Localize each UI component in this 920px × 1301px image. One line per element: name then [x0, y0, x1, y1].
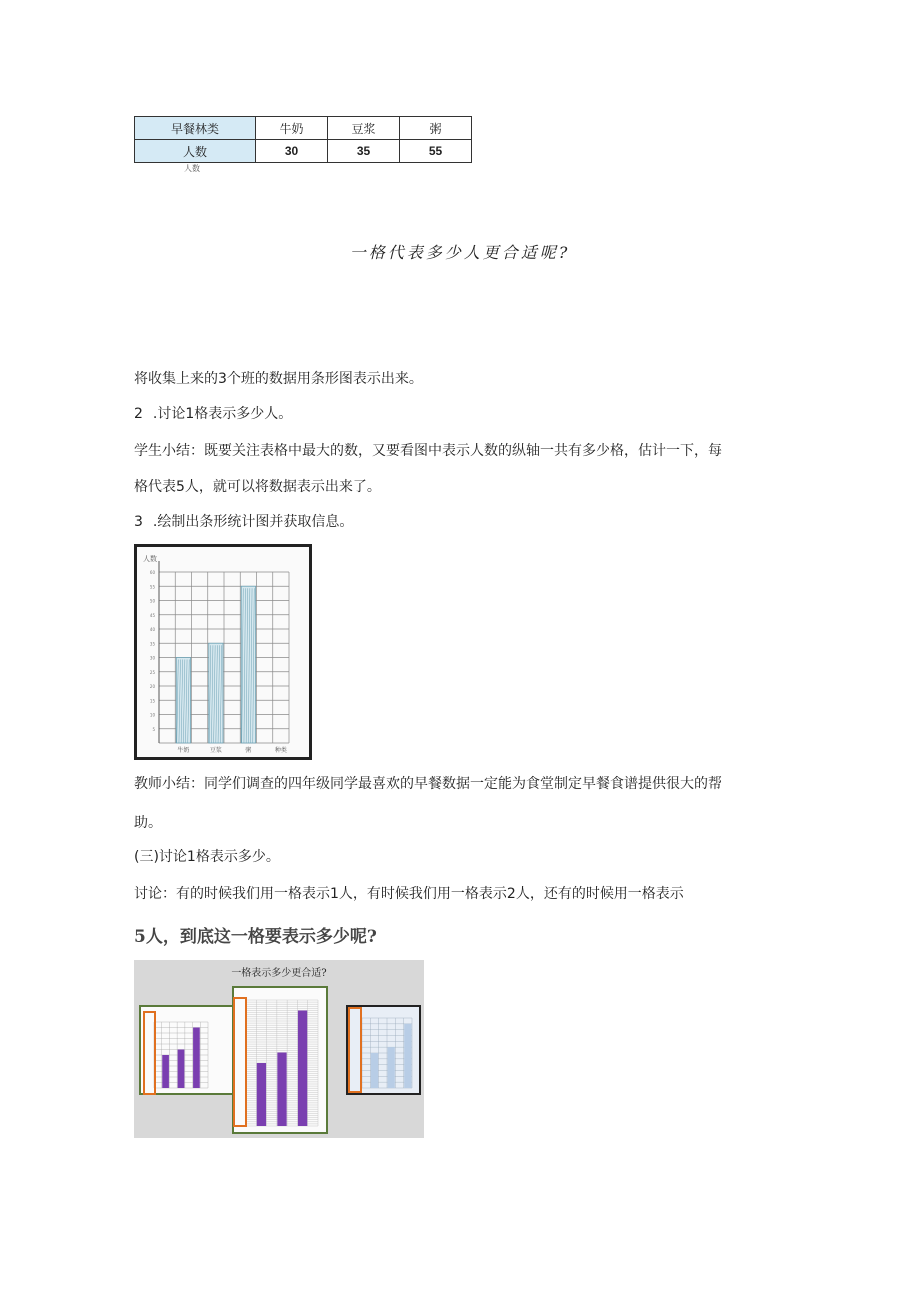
section-title: 一格代表多少人更合适呢? [349, 243, 571, 262]
mini-bar [193, 1028, 200, 1089]
table-col-porridge: 粥 [400, 117, 472, 140]
paragraph-5a: 教师小结：同学们调查的四年级同学最喜欢的早餐数据一定能为食堂制定早餐食谱提供很大的帮 [134, 776, 722, 792]
x-tick-label: 粥 [245, 747, 252, 754]
y-tick-label: 40 [149, 627, 155, 632]
mini-bar [277, 1053, 286, 1127]
mini-bar [298, 1011, 307, 1127]
paragraph-2 [134, 397, 786, 431]
paragraph-5b: 助。 [134, 815, 162, 831]
paragraph-2-text: .讨论1格表示多少人。 [152, 406, 293, 422]
paragraph-4-text: .绘制出条形统计图并获取信息。 [152, 514, 354, 530]
y-tick-label: 45 [149, 612, 155, 618]
mini-chart-left [140, 1006, 242, 1094]
mini-bar [404, 1024, 411, 1088]
y-tick-label: 60 [149, 570, 155, 575]
y-tick-label: 10 [149, 712, 155, 718]
table-value-milk: 30 [256, 140, 328, 163]
paragraph-8: 5人，到底这一格要表示多少呢? [134, 927, 377, 947]
comparison-title: 一格表示多少更合适? [231, 968, 327, 979]
mini-bar [257, 1063, 266, 1126]
mini-bar [371, 1053, 378, 1088]
paragraph-1: 将收集上来的3个班的数据用条形图表示出来。 [134, 371, 423, 387]
table-row-label: 人数 [135, 140, 256, 163]
y-tick-label: 50 [149, 598, 155, 604]
y-axis-label: 人数 [143, 555, 157, 563]
paragraph-4-number: 3 [134, 514, 153, 530]
y-tick-label: 35 [149, 641, 155, 647]
table-value-row [135, 140, 472, 163]
table-col-soymilk: 豆浆 [328, 117, 400, 140]
mini-bar [178, 1050, 185, 1089]
paragraph-3a: 学生小结：既要关注表格中最大的数，又要看图中表示人数的纵轴一共有多少格，估计一下，每 [134, 443, 722, 459]
table-value-soymilk: 35 [328, 140, 400, 163]
paragraph-6: (三)讨论1格表示多少。 [134, 849, 280, 865]
mini-bar [162, 1055, 169, 1088]
table-header-label: 早餐林类 [135, 117, 256, 140]
table-value-porridge: 55 [400, 140, 472, 163]
y-tick-label: 55 [149, 584, 155, 590]
table-note: 人数 [184, 164, 200, 173]
mini-chart-right [347, 1006, 420, 1094]
y-tick-label: 5 [152, 726, 155, 732]
figure-hand-drawn-bar-chart [134, 544, 312, 760]
x-tick-label: 牛奶 [177, 747, 190, 754]
paragraph-3b: 格代表5人，就可以将数据表示出来了。 [134, 479, 381, 495]
comparison-svg [134, 960, 424, 1138]
y-tick-label: 25 [149, 669, 155, 675]
paragraph-2-number: 2 [134, 406, 153, 422]
mini-bar [388, 1047, 395, 1088]
x-end-label: 种类 [274, 747, 287, 754]
table-col-milk: 牛奶 [256, 117, 328, 140]
chart-x-labels [177, 746, 287, 754]
mini-chart-middle [233, 987, 327, 1133]
y-tick-label: 15 [149, 698, 155, 704]
breakfast-table [134, 116, 472, 163]
bar-chart-svg [137, 547, 309, 757]
x-tick-label: 豆浆 [209, 747, 222, 754]
chart-bars [176, 586, 255, 743]
y-tick-label: 30 [149, 655, 155, 661]
y-tick-label: 20 [149, 684, 155, 689]
paragraph-4 [134, 505, 786, 539]
table-header-row [135, 117, 472, 140]
figure-comparison-slide [134, 960, 424, 1138]
paragraph-7: 讨论：有的时候我们用一格表示1人，有时候我们用一格表示2人，还有的时候用一格表示 [134, 886, 684, 902]
